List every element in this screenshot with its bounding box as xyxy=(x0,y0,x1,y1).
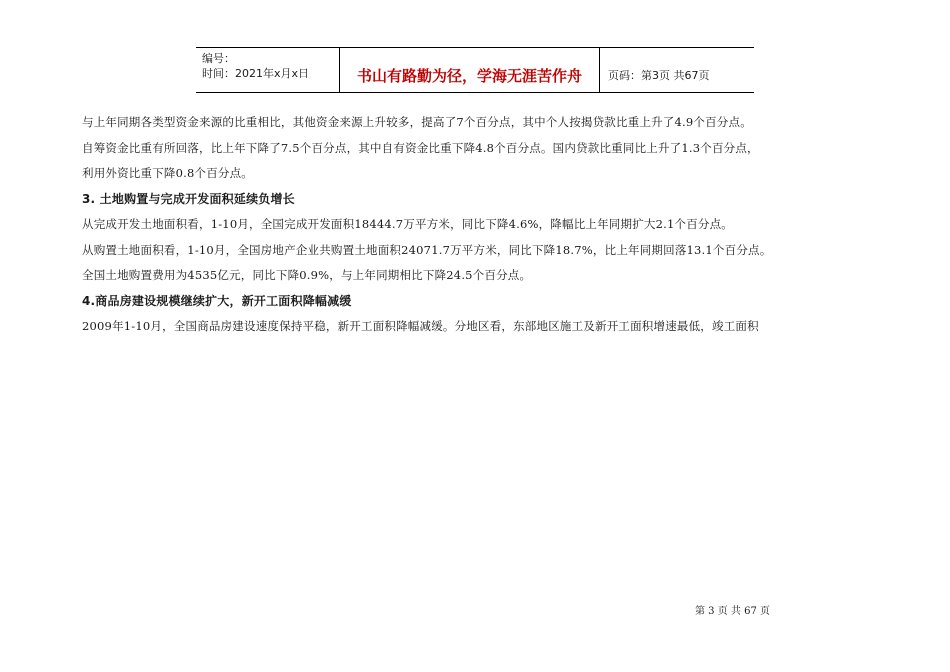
header-meta-cell xyxy=(196,48,340,92)
body-paragraph-line: 从完成开发土地面积看，1-10月，全国完成开发面积18444.7万平方米，同比下降4.6%，降幅比上年同期扩大2.1个百分点。 xyxy=(82,217,733,231)
section-heading-3: 3. 土地购置与完成开发面积延续负增长 xyxy=(82,191,295,206)
header-page-cell xyxy=(600,48,754,92)
body-paragraph-line: 自筹资金比重有所回落，比上年下降了7.5个百分点，其中自有资金比重下降4.8个百分点。国内贷款比重同比上升了1.3个百分点， xyxy=(82,140,759,155)
body-paragraph-line: 利用外资比重下降0.8个百分点。 xyxy=(82,166,253,180)
page-footer: 第 3 页 共 67 页 xyxy=(695,606,770,617)
document-time-label: 时间：2021年x月x日 xyxy=(202,67,310,80)
section-heading-4: 4.商品房建设规模继续扩大，新开工面积降幅减缓 xyxy=(82,293,352,308)
body-paragraph-line: 从购置土地面积看，1-10月，全国房地产企业共购置土地面积24071.7万平方米，同比下降18.7%，比上年同期回落13.1个百分点。 xyxy=(82,242,772,257)
header-motto: 书山有路勤为径，学海无涯苦作舟 xyxy=(356,66,582,85)
body-paragraph-line: 2009年1-10月，全国商品房建设速度保持平稳，新开工面积降幅减缓。分地区看，东部地区施工及新开工面积增速最低，竣工面积 xyxy=(82,319,759,333)
document-number-label: 编号： xyxy=(202,52,235,65)
header-motto-cell xyxy=(340,48,600,92)
document-body xyxy=(82,110,882,340)
page-header xyxy=(196,47,754,93)
header-page-number: 页码：第3页 共67页 xyxy=(608,69,710,82)
body-paragraph-line: 与上年同期各类型资金来源的比重相比，其他资金来源上升较多，提高了7个百分点，其中个人按揭贷款比重上升了4.9个百分点。 xyxy=(82,115,752,129)
body-paragraph-line: 全国土地购置费用为4535亿元，同比下降0.9%，与上年同期相比下降24.5个百分点。 xyxy=(82,268,532,282)
